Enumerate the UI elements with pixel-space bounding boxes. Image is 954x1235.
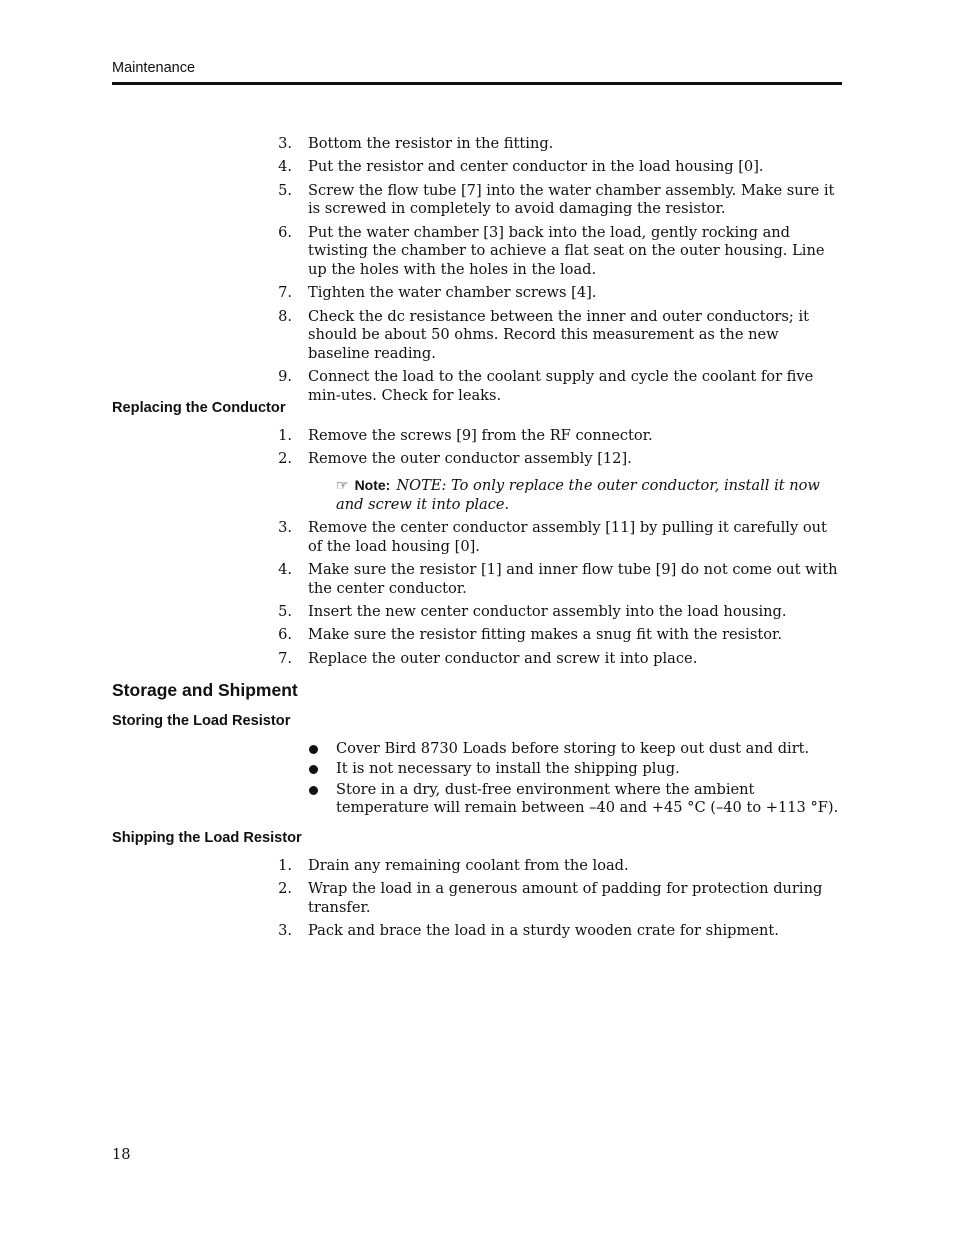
step-text: Bottom the resistor in the fitting.	[308, 135, 554, 152]
note-text: NOTE: To only replace the outer conductor, install it now and screw it into place.	[336, 477, 820, 513]
step-text: Remove the screws [9] from the RF connector.	[308, 427, 653, 444]
step-text: Insert the new center conductor assembly into the load housing.	[308, 602, 787, 620]
storing-bullets-block	[0, 740, 954, 820]
bullet-dot-icon	[309, 765, 318, 774]
step-text: Replace the outer conductor and screw it into place.	[308, 649, 698, 667]
step-text: Make sure the resistor [1] and inner flow tube [9] do not come out with the center conductor.	[308, 560, 838, 597]
shipping-steps-block	[0, 857, 954, 946]
pointing-hand-icon: ☞	[336, 478, 349, 494]
bullet-text: It is not necessary to install the shipping plug.	[336, 760, 680, 778]
bullet-text: Store in a dry, dust-free environment where the ambient temperature will remain between –40 and +45 °C (–40 to +113 °F).	[336, 780, 839, 817]
list-item	[0, 561, 842, 598]
step-number: 6.	[278, 626, 292, 644]
list-item	[0, 519, 842, 556]
step-text: Connect the load to the coolant supply and cycle the coolant for five min-utes. Check for leaks.	[308, 368, 814, 404]
step-number: 1.	[278, 427, 292, 444]
bullet-dot-icon	[309, 786, 318, 795]
replacing-steps-b-block	[0, 519, 954, 673]
install-steps-block	[0, 135, 954, 410]
list-item	[0, 135, 842, 154]
step-number: 2.	[278, 450, 292, 468]
storing-bullet-list	[0, 740, 954, 818]
list-item	[0, 284, 842, 303]
replacing-steps-a-block	[0, 427, 954, 474]
step-text: Remove the outer conductor assembly [12].	[308, 450, 632, 468]
list-item	[0, 740, 842, 759]
step-text: Wrap the load in a generous amount of padding for protection during transfer.	[308, 880, 823, 916]
shipping-steps-list	[0, 857, 954, 941]
step-number: 7.	[278, 284, 292, 302]
note-label: Note:	[354, 477, 391, 493]
step-number: 9.	[278, 368, 292, 386]
replacing-steps-list-a	[0, 427, 954, 469]
step-text: Check the dc resistance between the inner and outer conductors; it should be about 50 ohms. Record this measurement as the new baseline reading.	[308, 307, 809, 362]
step-number: 8.	[278, 307, 292, 325]
step-text: Put the water chamber [3] back into the load, gently rocking and twisting the chamber to achieve a flat seat on the outer housing. Line up the holes with the holes in the load.	[308, 223, 825, 278]
bullet-text: Cover Bird 8730 Loads before storing to keep out dust and dirt.	[336, 740, 810, 757]
list-item	[0, 650, 842, 669]
step-text: Remove the center conductor assembly [11] by pulling it carefully out of the load housing [0].	[308, 519, 827, 555]
step-text: Drain any remaining coolant from the load.	[308, 857, 629, 874]
step-text: Pack and brace the load in a sturdy wooden crate for shipment.	[308, 922, 779, 940]
step-number: 4.	[278, 560, 292, 578]
list-item	[0, 781, 842, 818]
list-item	[0, 857, 842, 876]
step-number: 5.	[278, 181, 292, 199]
list-item	[0, 880, 842, 917]
step-text: Put the resistor and center conductor in the load housing [0].	[308, 158, 764, 176]
running-header: Maintenance	[112, 60, 196, 76]
list-item	[0, 603, 842, 622]
step-text: Tighten the water chamber screws [4].	[308, 284, 597, 302]
install-steps-list	[0, 135, 954, 406]
list-item	[0, 427, 842, 446]
page-number: 18	[112, 1146, 131, 1163]
list-item	[0, 224, 842, 280]
replacing-steps-list-b	[0, 519, 954, 668]
storage-shipment-heading: Storage and Shipment	[112, 680, 298, 700]
list-item	[0, 760, 842, 779]
storing-heading: Storing the Load Resistor	[112, 713, 291, 729]
shipping-heading: Shipping the Load Resistor	[112, 830, 302, 846]
note-callout	[336, 476, 842, 514]
list-item	[0, 922, 842, 941]
step-number: 7.	[278, 649, 292, 667]
step-number: 3.	[278, 519, 292, 536]
step-text: Screw the flow tube [7] into the water chamber assembly. Make sure it is screwed in completely to avoid damaging the resistor.	[308, 181, 835, 218]
header-rule	[112, 82, 842, 85]
step-number: 1.	[278, 857, 292, 874]
step-number: 5.	[278, 602, 292, 620]
list-item	[0, 626, 842, 645]
step-text: Make sure the resistor fitting makes a snug fit with the resistor.	[308, 626, 782, 644]
step-number: 3.	[278, 922, 292, 940]
list-item	[0, 182, 842, 219]
step-number: 4.	[278, 158, 292, 176]
replacing-conductor-heading: Replacing the Conductor	[112, 400, 286, 416]
bullet-dot-icon	[309, 745, 318, 754]
step-number: 2.	[278, 880, 292, 898]
list-item	[0, 158, 842, 177]
list-item	[0, 450, 842, 469]
step-number: 6.	[278, 223, 292, 241]
step-number: 3.	[278, 135, 292, 152]
list-item	[0, 308, 842, 364]
